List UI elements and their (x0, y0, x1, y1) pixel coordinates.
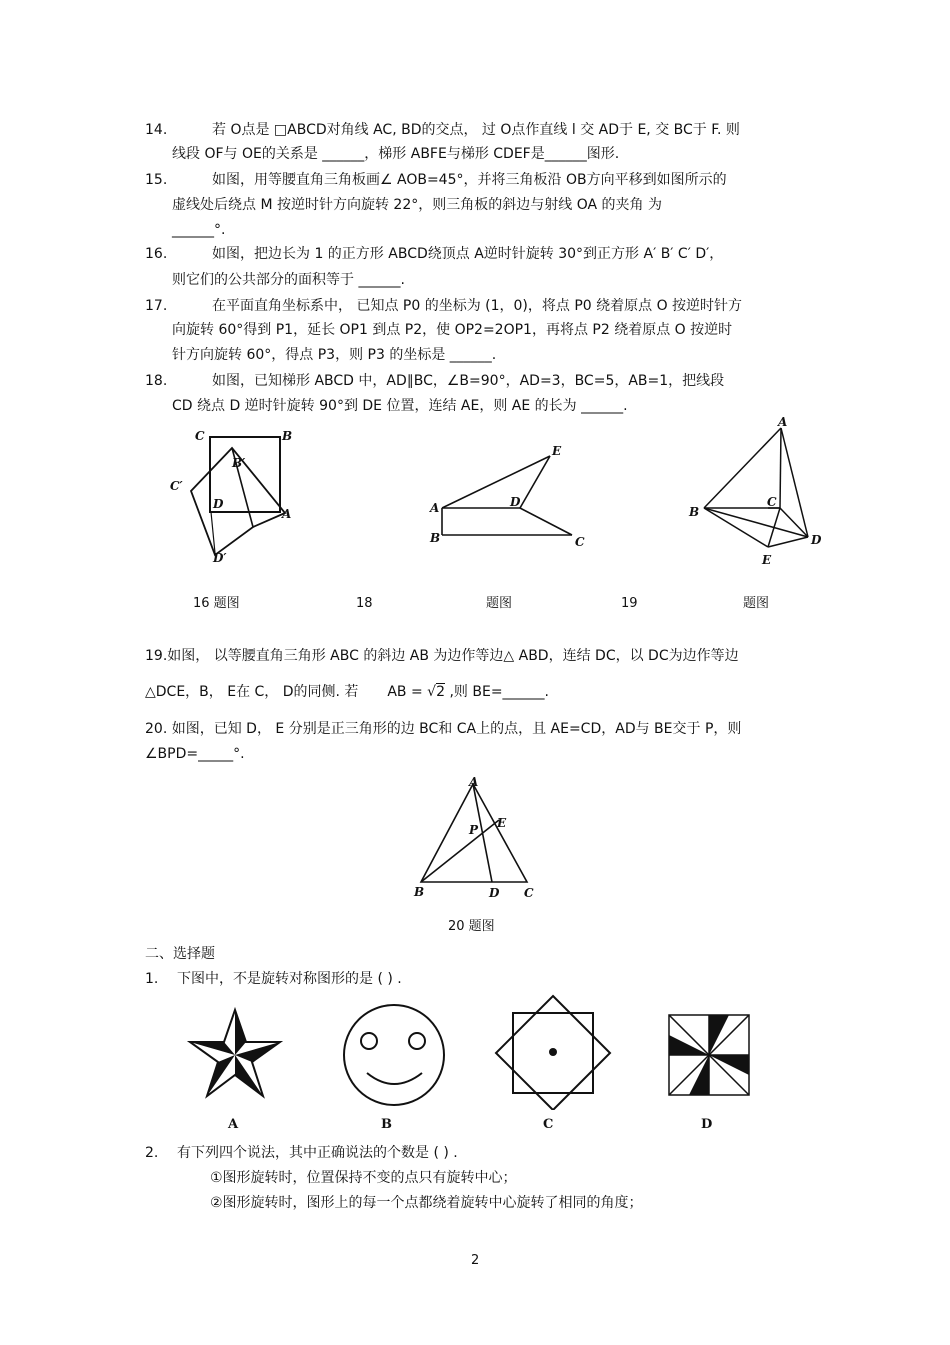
fig18-label-C: C (575, 535, 585, 549)
q15-line1: 如图，用等腰直角三角板画∠ AOB=45°，并将三角板沿 OB方向平移到如图所示的 (212, 172, 727, 188)
choice-c-label: C (543, 1117, 554, 1132)
mc1-number: 1. (145, 971, 159, 987)
figure-18 (420, 438, 590, 553)
page-number: 2 (471, 1253, 480, 1268)
fig19-label-E: E (762, 553, 772, 567)
q17-number: 17. (145, 298, 168, 314)
q18-number: 18. (145, 373, 168, 389)
q15-number: 15. (145, 172, 168, 188)
fig18-label-B: B (430, 531, 441, 545)
mc2-number: 2. (145, 1145, 159, 1161)
figure-19 (680, 412, 830, 572)
q18-line1: 如图，已知梯形 ABCD 中，AD∥BC，∠B=90°，AD=3，BC=5，AB=1，把线段 (212, 373, 725, 389)
q16-line1: 如图，把边长为 1 的正方形 ABCD绕顶点 A逆时针旋转 30°到正方形 A′ B′ C′ D′， (212, 246, 724, 262)
fig20-label-E: E (497, 816, 507, 830)
q19-line2-end: ,则 BE=______. (449, 684, 549, 700)
choice-d-label: D (701, 1117, 713, 1132)
fig20-label-C: C (524, 886, 534, 900)
q19-sqrt-value: 2 (436, 684, 446, 700)
q19-ab-equals: AB = (387, 684, 423, 700)
q14-number: 14. (145, 122, 168, 138)
q17-line1: 在平面直角坐标系中， 已知点 P0 的坐标为 (1，0)，将点 P0 绕着原点 O 按逆时针方 (212, 298, 743, 314)
pinwheel-icon (664, 1010, 754, 1100)
fig20-label-A: A (469, 775, 479, 789)
fig19-caption-text: 题图 (743, 596, 770, 611)
star-icon (180, 1000, 290, 1110)
fig19-label-B: B (689, 505, 700, 519)
fig18-label-A: A (430, 501, 440, 515)
fig20-label-B: B (414, 885, 425, 899)
q17-line2: 向旋转 60°得到 P1，延长 OP1 到点 P2，使 OP2=2OP1，再将点 P2 绕着原点 O 按逆时 (172, 322, 733, 338)
smiley-face-icon (340, 1000, 450, 1110)
q20-line1: 20. 如图，已知 D， E 分别是正三角形的边 BC和 CA上的点，且 AE=CD，AD与 BE交于 P，则 (145, 721, 742, 737)
mc2-item2: ②图形旋转时，图形上的每一个点都绕着旋转中心旋转了相同的角度； (210, 1195, 643, 1211)
fig16-label-Cprime: C′ (170, 479, 183, 493)
q17-line3: 针方向旋转 60°，得点 P3，则 P3 的坐标是 ______. (172, 347, 497, 363)
rotated-squares-icon (494, 992, 612, 1110)
q15-line3: ______°. (172, 222, 226, 238)
q16-number: 16. (145, 246, 168, 262)
fig20-caption: 20 题图 (448, 919, 495, 934)
q18-line2: CD 绕点 D 逆时针旋转 90°到 DE 位置，连结 AE，则 AE 的长为 ______. (172, 398, 628, 414)
figure-16 (165, 420, 300, 570)
fig16-caption: 16 题图 (193, 596, 240, 611)
q19-line2-start: △DCE，B， E在 C， D的同侧. 若 (145, 684, 359, 700)
fig16-label-D: D (213, 497, 224, 511)
mc2-item1: ①图形旋转时，位置保持不变的点只有旋转中心； (210, 1170, 517, 1186)
fig16-label-A: A (282, 507, 292, 521)
q16-line2: 则它们的公共部分的面积等于 ______. (172, 272, 405, 288)
choice-a-label: A (228, 1117, 239, 1132)
fig19-label-C: C (767, 495, 777, 509)
fig18-caption-num: 18 (356, 596, 373, 611)
fig18-caption-text: 题图 (486, 596, 513, 611)
mc1-text: 下图中，不是旋转对称图形的是 ( ) . (177, 971, 402, 987)
q14-line1: 若 O点是 □ABCD对角线 AC, BD的交点， 过 O点作直线 l 交 AD于 E, 交 BC于 F. 则 (212, 122, 740, 138)
figure-20 (405, 772, 550, 907)
fig19-label-D: D (811, 533, 822, 547)
q19-line1: 19.如图， 以等腰直角三角形 ABC 的斜边 AB 为边作等边△ ABD，连结 DC，以 DC为边作等边 (145, 648, 739, 664)
fig16-label-C: C (195, 429, 205, 443)
fig19-label-A: A (778, 415, 788, 429)
fig18-label-E: E (552, 444, 562, 458)
fig18-label-D: D (510, 495, 521, 509)
fig20-label-P: P (469, 823, 479, 837)
mc2-text: 有下列四个说法，其中正确说法的个数是 ( ) . (177, 1145, 458, 1161)
fig16-label-Dprime: D′ (213, 551, 227, 565)
fig16-label-B: B (282, 429, 293, 443)
q15-line2: 虚线处后绕点 M 按逆时针方向旋转 22°，则三角板的斜边与射线 OA 的夹角 为 (172, 197, 662, 213)
sqrt-icon: √ (427, 684, 437, 700)
q19-line2 (145, 683, 549, 701)
fig19-caption-num: 19 (621, 596, 638, 611)
q14-line2: 线段 OF与 OE的关系是 ______，梯形 ABFE与梯形 CDEF是______图形. (172, 146, 620, 162)
fig16-label-Bprime: B′ (232, 456, 246, 470)
q20-line2: ∠BPD=_____°. (145, 746, 245, 762)
section2-title: 二、选择题 (145, 946, 215, 962)
fig20-label-D: D (489, 886, 500, 900)
choice-b-label: B (381, 1117, 392, 1132)
